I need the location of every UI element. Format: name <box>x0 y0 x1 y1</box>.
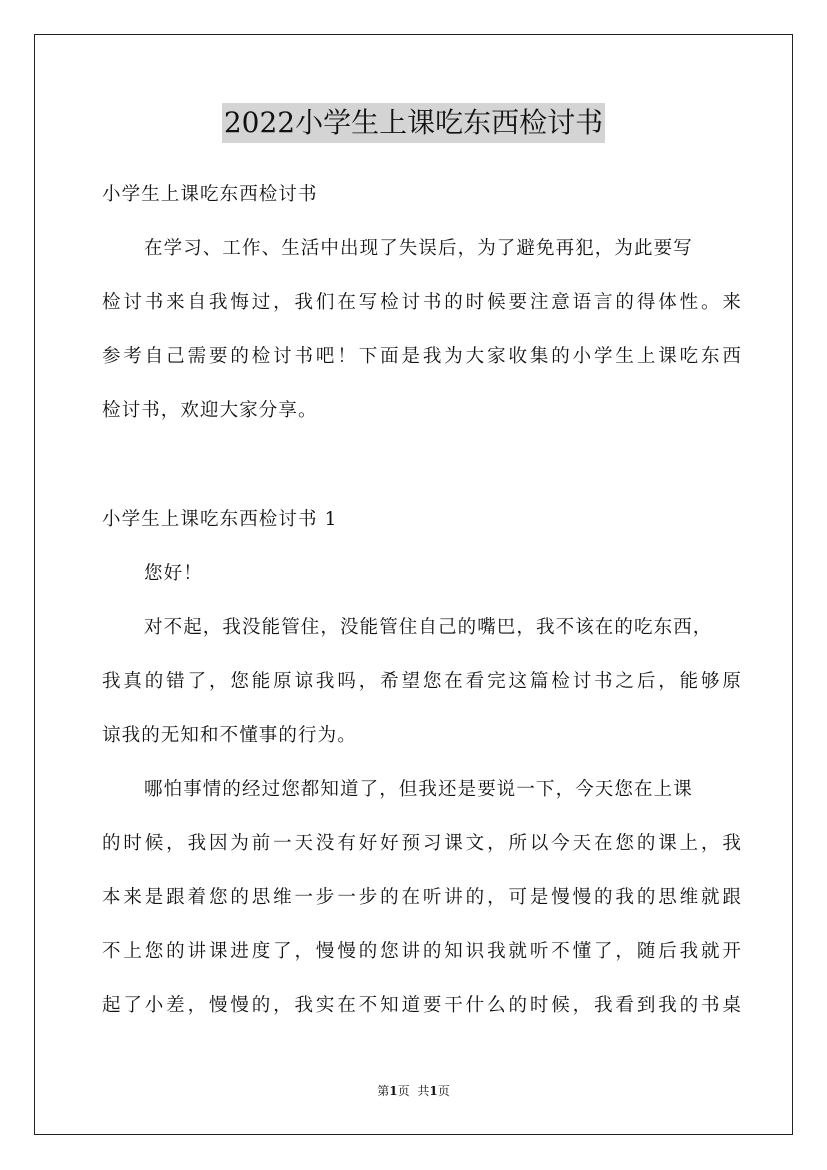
paragraph1-line-1: 对不起，我没能管住，没能管住自己的嘴巴，我不该在的吃东西， <box>144 617 713 638</box>
footer-total-prefix: 共 <box>417 1084 430 1098</box>
intro-line-3: 参考自己需要的检讨书吧！下面是我为大家收集的小学生上课吃东西 <box>102 346 742 367</box>
section-heading: 小学生上课吃东西检讨书 1 <box>102 509 338 530</box>
document-title: 2022小学生上课吃东西检讨书 <box>222 103 605 143</box>
footer-total-suffix: 页 <box>437 1084 450 1098</box>
paragraph2-line-5: 起了小差，慢慢的，我实在不知道要干什么的时候，我看到我的书桌 <box>102 995 742 1016</box>
paragraph2-line-2: 的时候，我因为前一天没有好好预习课文，所以今天在您的课上，我 <box>102 833 742 854</box>
intro-line-4: 检讨书，欢迎大家分享。 <box>102 400 318 421</box>
page-footer <box>0 1083 827 1099</box>
paragraph2-line-1: 哪怕事情的经过您都知道了，但我还是要说一下，今天您在上课 <box>144 779 693 800</box>
intro-line-2: 检讨书来自我悔过，我们在写检讨书的时候要注意语言的得体性。来 <box>102 292 742 313</box>
footer-page-number: 1 <box>389 1084 398 1098</box>
greeting: 您好！ <box>144 563 203 584</box>
footer-page-suffix: 页 <box>397 1084 410 1098</box>
footer-total-pages: 1 <box>429 1084 438 1098</box>
intro-line-1: 在学习、工作、生活中出现了失误后，为了避免再犯，为此要写 <box>144 238 693 259</box>
paragraph2-line-3: 本来是跟着您的思维一步一步的在听讲的，可是慢慢的我的思维就跟 <box>102 887 742 908</box>
paragraph1-line-3: 谅我的无知和不懂事的行为。 <box>102 725 357 746</box>
title-container <box>0 103 827 143</box>
paragraph2-line-4: 不上您的讲课进度了，慢慢的您讲的知识我就听不懂了，随后我就开 <box>102 941 742 962</box>
footer-page-prefix: 第 <box>377 1084 390 1098</box>
document-heading: 小学生上课吃东西检讨书 <box>102 184 318 205</box>
paragraph1-line-2: 我真的错了，您能原谅我吗，希望您在看完这篇检讨书之后，能够原 <box>102 671 742 692</box>
